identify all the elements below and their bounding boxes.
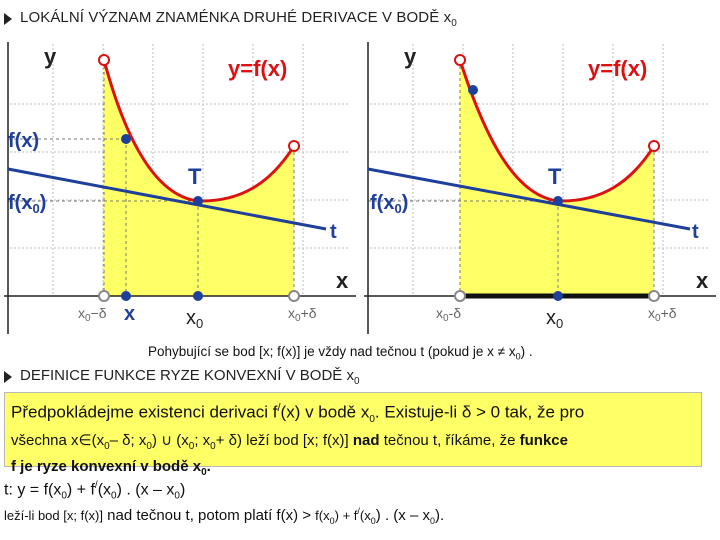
section-header-definition: [4, 366, 360, 388]
graph-left: [0, 34, 360, 338]
definition-line-1: Předpokládejme existenci derivaci f/(x) v bodě $x_0$. Existuje-li δ > 0 tak, že pro: [11, 402, 585, 426]
graph-right-svg: [360, 34, 720, 338]
T-label: T: [188, 164, 202, 189]
header-text: DEFINICE FUNKCE RYZE KONVEXNÍ V BODĚ $x_0$: [20, 367, 360, 387]
tangent-equation: t: $y = f(x_0) + f^/(x_0)$ . $(x - x_0)$: [4, 480, 186, 502]
x-axis-open-right: [289, 291, 299, 301]
section-header-local-meaning: [4, 8, 457, 30]
open-point-left: [99, 55, 109, 65]
x-axis-label: x: [336, 268, 349, 293]
x-axis-point-x: [121, 291, 131, 301]
x-axis-open-left: [99, 291, 109, 301]
x-axis-open-left: [455, 291, 465, 301]
definition-line-2: všechna $x\in(x_0-$ δ; $x_0$) ∪ ($x_0$; $x_0+ \delta$) leží bod [x; f(x)] nad tečnou t, říkáme, že funkce: [11, 432, 568, 453]
fx-label: f(x): [8, 130, 40, 152]
graph-right: [360, 34, 720, 338]
y-axis-label: y: [404, 44, 417, 69]
tick-x0-minus-delta: $x_0-\delta$: [436, 305, 462, 324]
open-point-left: [455, 55, 465, 65]
T-label: T: [548, 164, 562, 189]
fx0-label: $f(x_0)$: [8, 192, 47, 216]
definition-line-3: f je ryze konvexní v bodě $x_0$.: [11, 458, 211, 479]
function-label: y=f(x): [228, 56, 288, 81]
tick-x0-plus-delta: $x_0+\delta$: [288, 305, 317, 324]
graph-left-svg: [0, 34, 360, 338]
conclusion-line: leží-li bod [x; f(x)] nad tečnou t, potom platí $f(x) > f(x_0) + f^/(x_0)$ . $(x - x_0)$.: [4, 506, 445, 526]
open-point-right: [289, 141, 299, 151]
triangle-bullet-icon: [4, 13, 12, 25]
open-point-right: [649, 141, 659, 151]
graph-caption: Pohybující se bod [x; f(x)] je vždy nad tečnou t (pokud je $x \ne x_0$) .: [148, 344, 533, 362]
tick-x: x: [124, 303, 136, 325]
x-axis-open-right: [649, 291, 659, 301]
triangle-bullet-icon: [4, 371, 12, 383]
t-label: t: [330, 221, 337, 243]
moving-point: [121, 134, 131, 144]
definition-box: [4, 392, 702, 479]
x-axis-label: x: [696, 268, 709, 293]
fx0-label: $f(x_0)$: [370, 192, 409, 216]
tangent-point-T: [193, 196, 203, 206]
tick-x0-minus-delta: $x_0-\delta$: [78, 305, 107, 324]
function-label: y=f(x): [588, 56, 648, 81]
tick-x0: $x_0$: [546, 307, 564, 331]
x-axis-point-x0: [553, 291, 563, 301]
tick-x0-plus-delta: $x_0+\delta$: [648, 305, 677, 324]
tick-x0: $x_0$: [186, 307, 204, 331]
y-axis-label: y: [44, 44, 57, 69]
t-label: t: [692, 221, 699, 243]
header-text: LOKÁLNÍ VÝZNAM ZNAMÉNKA DRUHÉ DERIVACE V BODĚ $x_0$: [20, 9, 457, 29]
x-axis-point-x0: [193, 291, 203, 301]
tangent-point-T: [553, 196, 563, 206]
moving-point: [468, 85, 478, 95]
